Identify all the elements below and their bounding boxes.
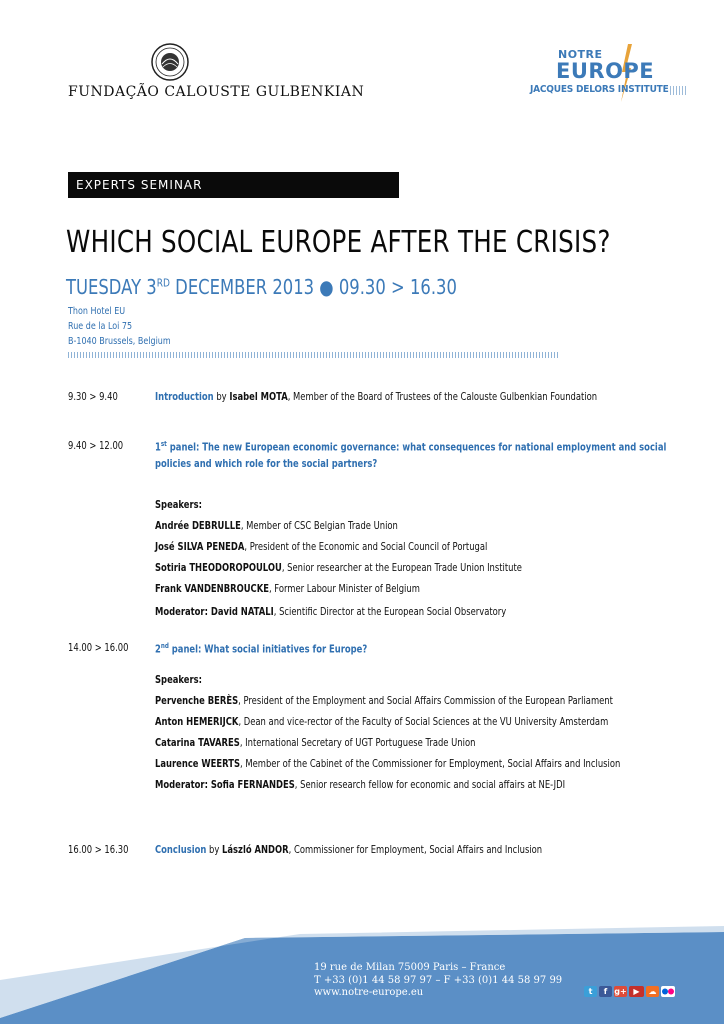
date-superscript: RD xyxy=(156,276,170,290)
speaker-item xyxy=(155,520,398,532)
date-part-2: DECEMBER 2013 ● 09.30 > 16.30 xyxy=(169,275,457,299)
address-line: Thon Hotel EU xyxy=(68,306,126,317)
speaker-item xyxy=(155,541,487,553)
intro-person: Isabel MOTA xyxy=(229,391,288,403)
gulbenkian-name: FUNDAÇÃO CALOUSTE GULBENKIAN xyxy=(68,84,365,100)
stripe-decoration xyxy=(670,86,692,95)
google-plus-icon[interactable]: g+ xyxy=(614,987,627,996)
address-line: Rue de la Loi 75 xyxy=(68,321,133,332)
moderator-name: Moderator: David NATALI xyxy=(155,606,274,618)
dotted-divider xyxy=(68,352,560,358)
speaker-item xyxy=(155,737,475,749)
panel2-time: 14.00 > 16.00 xyxy=(68,642,129,654)
intro-line xyxy=(155,391,597,403)
page-title: WHICH SOCIAL EUROPE AFTER THE CRISIS? xyxy=(66,225,611,260)
panel1-title-line1: panel: The new European economic governance: what consequences for national employment and social xyxy=(166,441,667,454)
address-line: B-1040 Brussels, Belgium xyxy=(68,336,171,347)
speaker-item xyxy=(155,758,620,770)
speaker-item xyxy=(155,695,613,707)
conclusion-label: Conclusion xyxy=(155,844,207,856)
moderator-item xyxy=(155,779,565,791)
intro-role: , Member of the Board of Trustees of the Calouste Gulbenkian Foundation xyxy=(287,391,598,403)
speaker-role: , Dean and vice-rector of the Faculty of Social Sciences at the VU University Amsterdam xyxy=(238,716,609,728)
footer-phone: T +33 (0)1 44 58 97 97 – F +33 (0)1 44 58 97 99 xyxy=(314,974,563,986)
speaker-name: Andrée DEBRULLE xyxy=(155,520,241,532)
panel1-superscript: st xyxy=(160,440,167,448)
twitter-icon[interactable]: t xyxy=(584,986,597,997)
moderator-item xyxy=(155,606,506,618)
panel2-speakers-label: Speakers: xyxy=(155,674,202,686)
notre-europe-notre: NOTRE xyxy=(558,48,603,61)
moderator-role: , Scientific Director at the European Social Observatory xyxy=(273,606,507,618)
intro-label: Introduction xyxy=(155,391,214,403)
speaker-role: , Member of the Cabinet of the Commissioner for Employment, Social Affairs and Inclusion xyxy=(240,758,621,770)
flickr-dots xyxy=(661,986,675,997)
speaker-item xyxy=(155,716,608,728)
speaker-name: Catarina TAVARES xyxy=(155,737,240,749)
conclusion-time: 16.00 > 16.30 xyxy=(68,844,129,856)
notre-europe-logo xyxy=(530,40,690,110)
speaker-name: Pervenche BERÈS xyxy=(155,695,239,707)
flickr-icon[interactable] xyxy=(661,986,675,997)
panel1-time: 9.40 > 12.00 xyxy=(68,440,124,452)
moderator-name: Moderator: Sofia FERNANDES xyxy=(155,779,295,791)
footer-contact xyxy=(314,962,562,1000)
speaker-role: , Member of CSC Belgian Trade Union xyxy=(240,520,398,532)
event-date xyxy=(66,275,457,299)
conclusion-person: László ANDOR xyxy=(222,844,289,856)
speaker-name: Anton HEMERIJCK xyxy=(155,716,239,728)
speaker-name: José SILVA PENEDA xyxy=(155,541,245,553)
panel1-speakers-label: Speakers: xyxy=(155,499,202,511)
notre-europe-jdi: JACQUES DELORS INSTITUTE xyxy=(530,84,669,95)
panel2-title xyxy=(155,642,367,656)
panel2-title-text: panel: What social initiatives for Europe? xyxy=(168,643,368,656)
panel2-superscript: nd xyxy=(160,642,169,650)
conclusion-by: by xyxy=(206,844,223,856)
speaker-name: Frank VANDENBROUCKE xyxy=(155,583,269,595)
footer-address: 19 rue de Milan 75009 Paris – France xyxy=(314,962,506,973)
conclusion-line xyxy=(155,844,542,856)
speaker-item xyxy=(155,583,420,595)
date-part-1: TUESDAY 3 xyxy=(66,275,157,299)
panel1-number: 1 xyxy=(155,441,161,454)
speaker-role: , President of the Employment and Social Affairs Commission of the European Parliament xyxy=(238,695,613,707)
intro-time: 9.30 > 9.40 xyxy=(68,391,118,403)
banner-label: EXPERTS SEMINAR xyxy=(76,178,203,192)
speaker-item xyxy=(155,562,522,574)
youtube-icon[interactable]: ▶ xyxy=(629,986,644,997)
panel1-title-line2: policies and which role for the social partners? xyxy=(155,458,378,470)
notre-europe-europe: EUROPE xyxy=(556,59,655,83)
panel1-title xyxy=(155,440,666,454)
panel2-number: 2 xyxy=(155,643,161,656)
soundcloud-icon[interactable]: ☁ xyxy=(646,986,659,997)
conclusion-role: , Commissioner for Employment, Social Affairs and Inclusion xyxy=(288,844,543,856)
speaker-name: Laurence WEERTS xyxy=(155,758,241,770)
footer-website[interactable]: www.notre-europe.eu xyxy=(314,987,424,998)
speaker-role: , Former Labour Minister of Belgium xyxy=(268,583,420,595)
moderator-role: , Senior research fellow for economic and social affairs at NE-JDI xyxy=(294,779,566,791)
facebook-icon[interactable]: f xyxy=(599,986,612,997)
intro-by: by xyxy=(213,391,230,403)
speaker-role: , President of the Economic and Social Council of Portugal xyxy=(244,541,488,553)
speaker-role: , Senior researcher at the European Trade Union Institute xyxy=(281,562,522,574)
speaker-name: Sotiria THEODOROPOULOU xyxy=(155,562,282,574)
speaker-role: , International Secretary of UGT Portuguese Trade Union xyxy=(239,737,476,749)
experts-seminar-banner xyxy=(68,172,399,198)
gulbenkian-seal-logo xyxy=(150,42,190,82)
